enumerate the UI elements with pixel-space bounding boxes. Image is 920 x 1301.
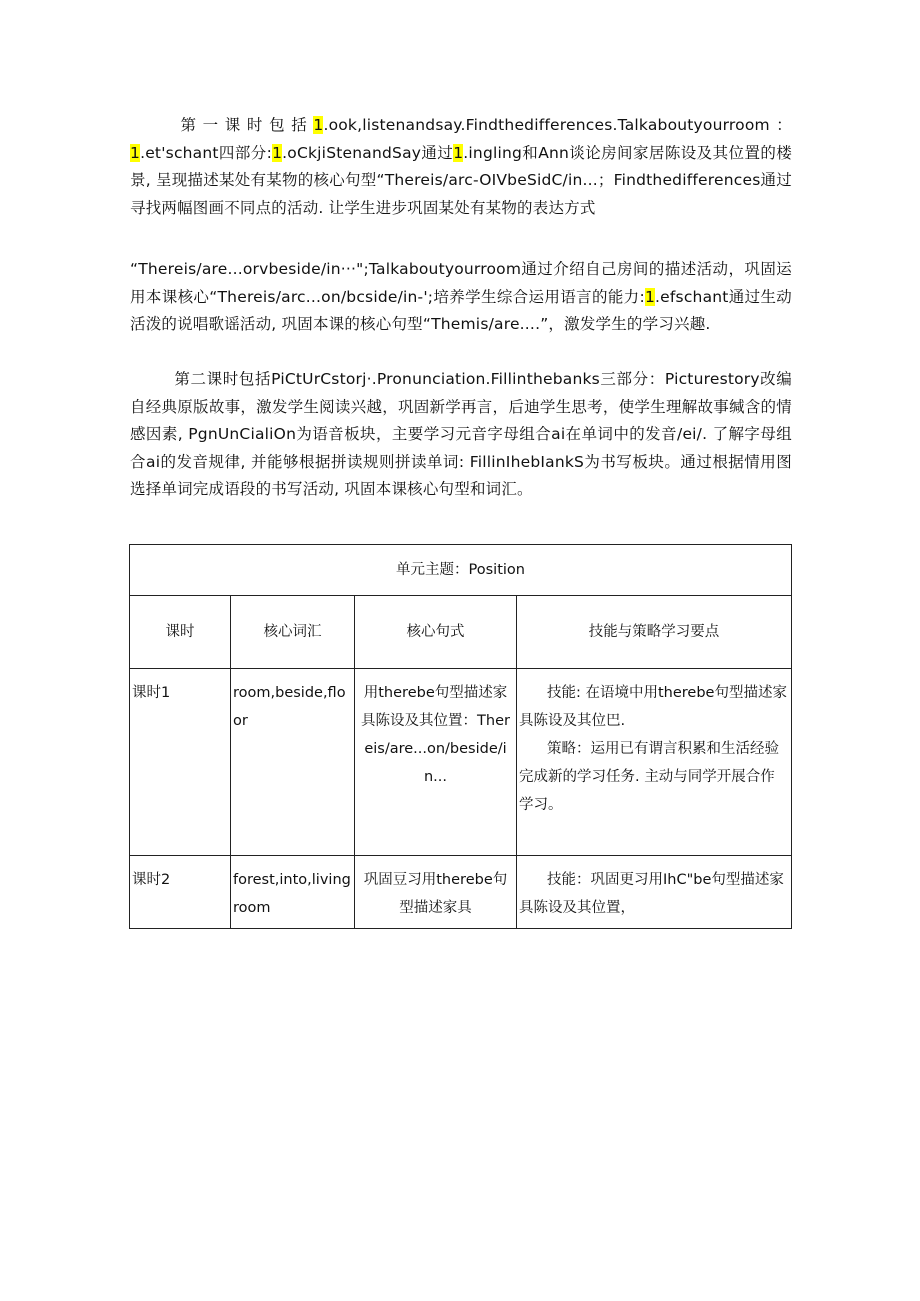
header-lesson: 课时 <box>130 596 231 669</box>
text-run: 第二课时包括PiCtUrCstorj·.Pronunciation.Fillinthebanks三部分：Picturestory改编自经典原版故事，激发学生阅读兴越，巩固新学再言，后迪学生思考，使学生理解故事缄含的情感因素, PgnUnCialiOn为语音板块，主要学习元音字母组合ai在单词中的发音/ei/. 了解字母组合ai的发音规律, 并能够根据拼读规则拼读单词: FillinIhebIankS为书写板块。通过根据情用图选择单词完成语段的书写活动, 巩固本课核心句型和词汇。 <box>130 370 792 498</box>
highlight-mark: 1 <box>453 143 464 162</box>
highlight-mark: 1 <box>272 143 283 162</box>
table-title: 单元主题：Position <box>130 545 792 596</box>
unit-plan-table <box>129 544 792 929</box>
cell-skill <box>517 669 792 856</box>
cell-skill <box>517 856 792 929</box>
header-pattern: 核心句式 <box>355 596 517 669</box>
table-title-row <box>130 545 792 596</box>
paragraph-lesson-2 <box>130 366 792 504</box>
text-run: 第一课时包括 <box>174 116 314 134</box>
text-run: .ingling和Ann谈论房间家居陈设及其位置的楼景, 呈现描述某处有某物的核心句型“Thereis/arc-OIVbeSidC/in...；Findthedifferences通过寻找两幅图画不同点的活动. 让学生进步巩固某处有某物的表达方式 <box>130 143 792 217</box>
text-run: .oCkjiStenandSay通过 <box>282 143 454 162</box>
cell-lesson: 课时2 <box>130 856 231 929</box>
skill-text: 技能：巩固更习用IhC"be句型描述家具陈设及其位置， <box>519 872 784 916</box>
highlight-mark: 1 <box>130 143 141 162</box>
highlight-mark: 1 <box>644 287 656 306</box>
text-run: .ook,listenandsay.Findthedifferences.Talkaboutyourroom： <box>323 116 792 134</box>
cell-lesson: 课时1 <box>130 669 231 856</box>
header-vocab: 核心词汇 <box>231 596 355 669</box>
table-row <box>130 669 792 856</box>
table-header-row <box>130 596 792 669</box>
table-row <box>130 856 792 929</box>
cell-pattern: 巩固豆习用therebe句型描述家具 <box>355 856 517 929</box>
cell-vocab: room,beside,floor <box>231 669 355 856</box>
paragraph-lesson-1 <box>130 112 792 222</box>
paragraph-lesson-1-continued <box>130 256 792 339</box>
header-skill: 技能与策略学习要点 <box>517 596 792 669</box>
skill-text: 技能: 在语境中用therebe句型描述家具陈设及其位巴. <box>519 685 787 729</box>
text-run: .et'schant四部分: <box>140 143 273 162</box>
cell-pattern: 用therebe句型描述家具陈设及其位置：Thereis/are...on/beside/in... <box>355 669 517 856</box>
strategy-text: 策略：运用已有谓言积累和生活经验完成新的学习任务. 主动与同学开展合作学习。 <box>519 741 779 813</box>
text-run: “Thereis/are...orvbeside/in···";Talkaboutyourroom通过介绍自己房间的描述活动，巩固运用本课核心“Thereis/arc...on/bcside/in-';培养学生综合运用语言的能力: <box>130 260 792 306</box>
cell-vocab: forest,into,livingroom <box>231 856 355 929</box>
text-run: .efschant通过生动活泼的说唱歌谣活动, 巩固本课的核心句型“Themis/are....”，激发学生的学习兴趣. <box>130 287 793 333</box>
highlight-mark: 1 <box>313 116 324 134</box>
